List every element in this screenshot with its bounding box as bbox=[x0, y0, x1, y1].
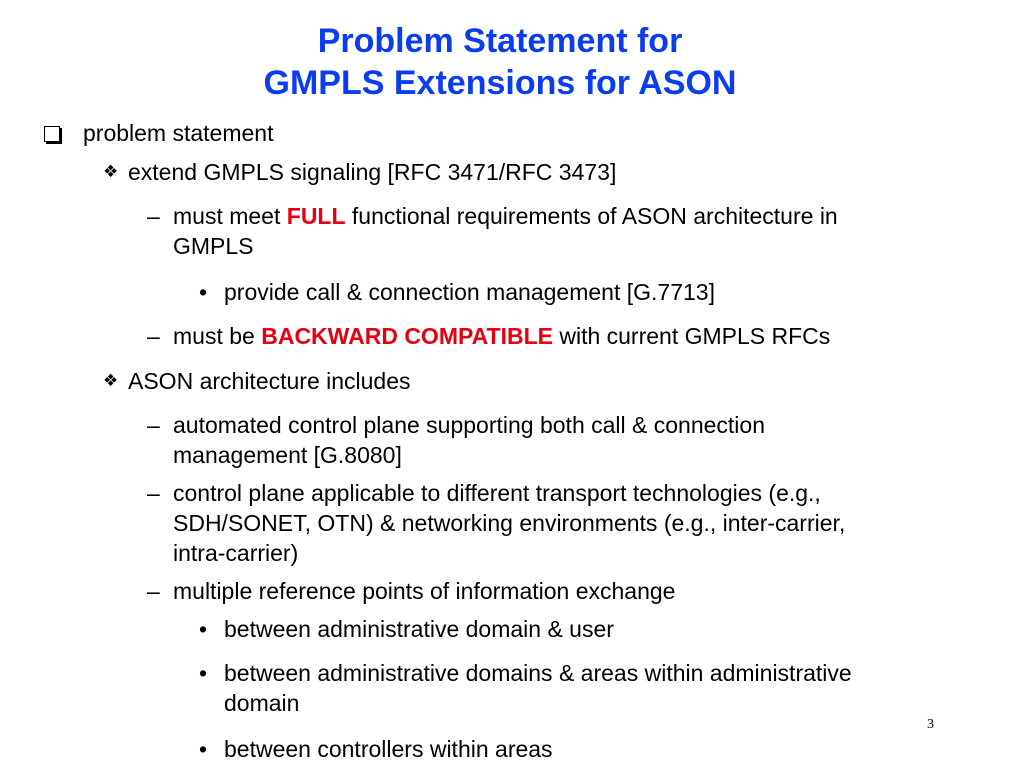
text-segment: must meet bbox=[173, 203, 287, 229]
bullet-text bbox=[173, 321, 830, 351]
slide-title bbox=[0, 20, 1000, 104]
text-segment: with current GMPLS RFCs bbox=[552, 323, 831, 349]
dash-bullet-icon: – bbox=[147, 412, 160, 438]
bullet-text: between controllers within areas bbox=[224, 736, 553, 762]
bullet-text: multiple reference points of information exchange bbox=[173, 578, 676, 604]
bullet-text: ASON architecture includes bbox=[128, 368, 411, 394]
diamond-bullet-icon: ❖ bbox=[103, 371, 119, 391]
slide-title-line-1: Problem Statement for bbox=[317, 22, 683, 60]
bullet-text: between administrative domain & user bbox=[224, 616, 614, 642]
bullet-text-line-2: SDH/SONET, OTN) & networking environments (e.g., inter-carrier, bbox=[173, 510, 846, 536]
bullet-text-line-1 bbox=[173, 201, 838, 231]
dot-bullet-icon: • bbox=[199, 660, 208, 686]
dash-bullet-icon: – bbox=[147, 480, 160, 506]
bullet-text: extend GMPLS signaling [RFC 3471/RFC 3473] bbox=[128, 159, 617, 185]
highlight-full: FULL bbox=[286, 203, 346, 229]
square-checkbox-bullet-icon bbox=[44, 126, 60, 142]
highlight-backward-compatible: BACKWARD COMPATIBLE bbox=[261, 323, 553, 349]
bullet-text-line-2: GMPLS bbox=[173, 233, 254, 259]
dot-bullet-icon: • bbox=[199, 616, 208, 642]
dot-bullet-icon: • bbox=[199, 279, 208, 305]
bullet-text-line-2: domain bbox=[224, 690, 300, 716]
text-segment: must be bbox=[173, 323, 262, 349]
dash-bullet-icon: – bbox=[147, 578, 160, 604]
diamond-bullet-icon: ❖ bbox=[103, 162, 119, 182]
bullet-text: problem statement bbox=[83, 120, 274, 146]
bullet-text-line-1: control plane applicable to different transport technologies (e.g., bbox=[173, 480, 821, 506]
bullet-text-line-3: intra-carrier) bbox=[173, 540, 299, 566]
dash-bullet-icon: – bbox=[147, 323, 160, 349]
bullet-text-line-1: automated control plane supporting both call & connection bbox=[173, 412, 766, 438]
dot-bullet-icon: • bbox=[199, 736, 208, 762]
bullet-text-line-2: management [G.8080] bbox=[173, 442, 402, 468]
page-number: 3 bbox=[927, 717, 934, 732]
dash-bullet-icon: – bbox=[147, 203, 160, 229]
slide-title-line-2: GMPLS Extensions for ASON bbox=[263, 64, 737, 102]
bullet-text-line-1: between administrative domains & areas within administrative bbox=[224, 660, 852, 686]
text-segment: functional requirements of ASON architecture in bbox=[345, 203, 838, 229]
bullet-text: provide call & connection management [G.7713] bbox=[224, 279, 715, 305]
